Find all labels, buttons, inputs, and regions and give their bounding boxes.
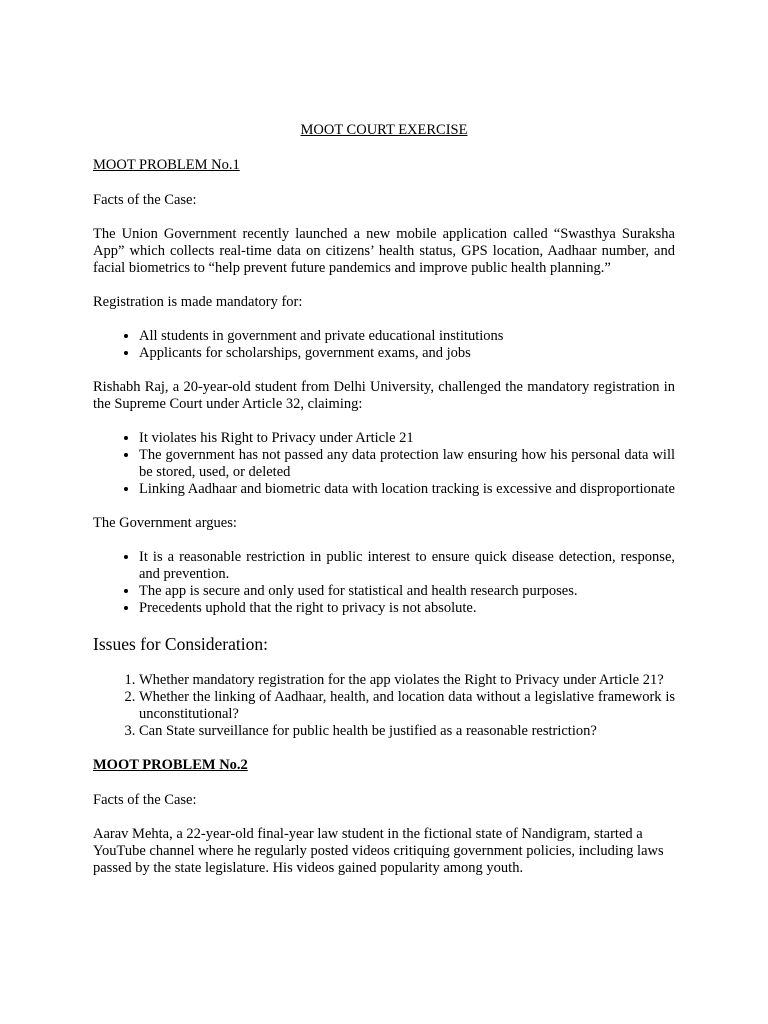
list-item: • Linking Aadhaar and biometric data with location tracking is excessive and disproportionate [139, 481, 675, 498]
problem1-facts-text: The Union Government recently launched a new mobile application called “Swasthya Suraksha App” which collects real-time data on citizens’ health status, GPS location, Aadhaar number, and facial biometrics to “help prevent future pandemics and improve public health planning.” [93, 226, 675, 276]
list-item: 1. Whether mandatory registration for the app violates the Right to Privacy under Article 21? [139, 672, 675, 689]
problem2-facts-text: Aarav Mehta, a 22-year-old final-year law student in the fictional state of Nandigram, started a YouTube channel where he regularly posted videos critiquing government policies, including laws passed by the state legislature. His videos gained popularity among youth. [93, 826, 664, 876]
document-body [93, 122, 675, 894]
list-item: • All students in government and private educational institutions [139, 328, 675, 345]
problem2-heading: MOOT PROBLEM No.2 [93, 757, 248, 773]
list-item: 3. Can State surveillance for public health be justified as a reasonable restriction? [139, 723, 675, 740]
list-item: • The government has not passed any data protection law ensuring how his personal data will be stored, used, or deleted [139, 447, 675, 481]
government-label: The Government argues: [93, 515, 237, 531]
list-item: • Precedents uphold that the right to privacy is not absolute. [139, 600, 675, 617]
problem1-facts-label: Facts of the Case: [93, 192, 197, 208]
government-args-list [93, 549, 675, 617]
problem2-facts-label: Facts of the Case: [93, 792, 197, 808]
claims-list [93, 430, 675, 498]
list-item: • It is a reasonable restriction in public interest to ensure quick disease detection, response, and prevention. [139, 549, 675, 583]
list-item: • The app is secure and only used for statistical and health research purposes. [139, 583, 675, 600]
issues-list [93, 672, 675, 740]
list-item: • It violates his Right to Privacy under Article 21 [139, 430, 675, 447]
list-item: • Applicants for scholarships, government exams, and jobs [139, 345, 675, 362]
registration-list [93, 328, 675, 362]
petitioner-text: Rishabh Raj, a 20-year-old student from Delhi University, challenged the mandatory registration in the Supreme Court under Article 32, claiming: [93, 379, 675, 412]
registration-label: Registration is made mandatory for: [93, 294, 303, 310]
issues-heading: Issues for Consideration: [93, 634, 268, 654]
problem1-heading: MOOT PROBLEM No.1 [93, 157, 240, 173]
document-title: MOOT COURT EXERCISE [300, 122, 468, 138]
list-item: 2. Whether the linking of Aadhaar, health, and location data without a legislative framework is unconstitutional? [139, 689, 675, 723]
